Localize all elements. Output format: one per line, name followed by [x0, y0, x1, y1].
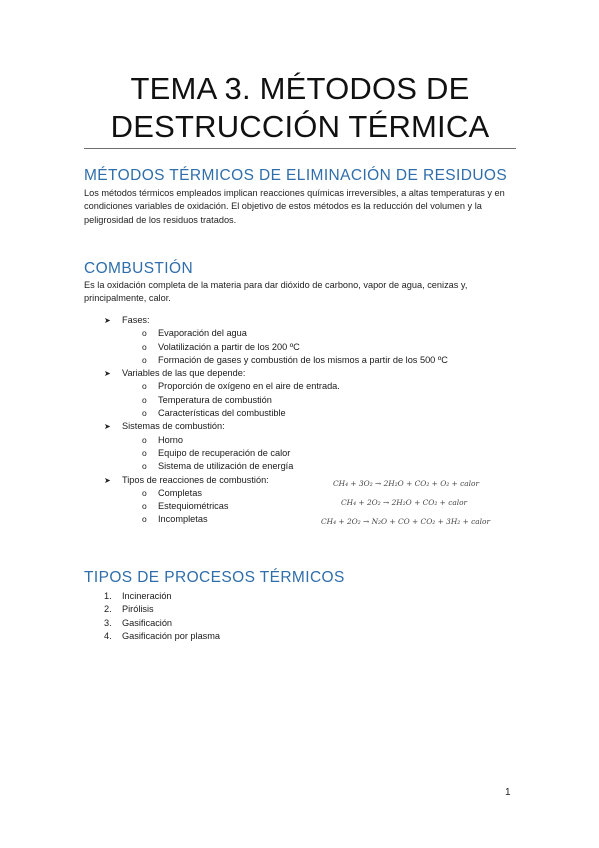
circle-bullet-icon: o: [142, 381, 147, 392]
list-item: [104, 590, 220, 603]
sub-list-item-label: Estequiométricas: [158, 501, 229, 512]
sub-list-item-label: Sistema de utilización de energía: [158, 461, 294, 472]
sub-list: [122, 380, 504, 420]
circle-bullet-icon: o: [142, 487, 147, 498]
sub-list-item-label: Proporción de oxígeno en el aire de entrada.: [158, 381, 340, 392]
circle-bullet-icon: o: [142, 434, 147, 445]
arrow-bullet-icon: ➤: [104, 475, 111, 485]
sub-list-item: [122, 407, 504, 420]
title-line-2: DESTRUCCIÓN TÉRMICA: [110, 109, 490, 144]
equation-stoichiometric: CH₄ + 2O₂ → 2H₂O + CO₂ + calor: [341, 498, 468, 507]
title-line-1: TEMA 3. MÉTODOS DE: [130, 71, 470, 106]
process-types-list: [104, 590, 220, 643]
list-item: [104, 617, 220, 630]
sub-list-item: [122, 354, 504, 367]
sub-list-item: [122, 460, 504, 473]
list-item-label: Variables de las que depende:: [122, 368, 246, 379]
document-title: [84, 70, 516, 146]
equation-complete: CH₄ + 3O₂ → 2H₂O + CO₂ + O₂ + calor: [333, 479, 480, 488]
arrow-bullet-icon: ➤: [104, 316, 111, 325]
sub-list-item: [122, 380, 504, 393]
sub-list-item-label: Volatilización a partir de los 200 ºC: [158, 341, 300, 352]
section-heading-metodos: MÉTODOS TÉRMICOS DE ELIMINACIÓN DE RESIDUOS: [84, 167, 508, 184]
list-item: [104, 630, 220, 643]
sub-list-item-label: Temperatura de combustión: [158, 394, 272, 405]
list-item: [104, 420, 504, 473]
list-number: 4.: [104, 630, 112, 641]
circle-bullet-icon: o: [142, 447, 147, 458]
list-item-label: Fases:: [122, 315, 150, 325]
list-item-label: Gasificación por plasma: [122, 630, 221, 641]
list-number: 3.: [104, 617, 112, 628]
list-item-label: Tipos de reacciones de combustión:: [122, 474, 269, 485]
list-item-label: Gasificación: [122, 617, 173, 628]
sub-list-item-label: Horno: [158, 434, 184, 445]
circle-bullet-icon: o: [142, 341, 147, 352]
sub-list-item: [122, 394, 504, 407]
sub-list-item: [122, 341, 504, 354]
sub-list: [122, 434, 504, 474]
sub-list-item-label: Equipo de recuperación de calor: [158, 447, 291, 458]
circle-bullet-icon: o: [142, 408, 147, 419]
equation-incomplete: CH₄ + 2O₂ → N₂O + CO + CO₂ + 3H₂ + calor: [321, 517, 491, 526]
title-divider: [84, 148, 516, 149]
circle-bullet-icon: o: [142, 461, 147, 472]
arrow-bullet-icon: ➤: [104, 369, 111, 379]
list-number: 1.: [104, 591, 112, 601]
page-number: 1: [505, 787, 511, 798]
list-item-label: Pirólisis: [122, 604, 154, 615]
section-text-metodos: Los métodos térmicos empleados implican reacciones químicas irreversibles, a altas temperaturas y en condiciones variables de oxidación. El objetivo de estos métodos es la reducción del volumen y la peligrosidad de los residuos tratados.: [84, 188, 505, 225]
circle-bullet-icon: o: [142, 328, 147, 339]
list-item: [104, 314, 504, 367]
sub-list-item-label: Incompletas: [158, 514, 208, 525]
sub-list-item: [122, 434, 504, 447]
list-item-label: Incineración: [122, 591, 172, 601]
list-item-label: Sistemas de combustión:: [122, 421, 225, 432]
circle-bullet-icon: o: [142, 514, 147, 525]
circle-bullet-icon: o: [142, 354, 147, 365]
combustion-list: [104, 314, 504, 527]
circle-bullet-icon: o: [142, 501, 147, 512]
arrow-bullet-icon: ➤: [104, 422, 111, 432]
sub-list-item-label: Evaporación del agua: [158, 328, 247, 339]
sub-list-item: [122, 447, 504, 460]
section-heading-tipos: TIPOS DE PROCESOS TÉRMICOS: [84, 569, 345, 586]
sub-list-item-label: Completas: [158, 487, 202, 498]
list-number: 2.: [104, 604, 112, 615]
sub-list-item-label: Características del combustible: [158, 408, 286, 419]
list-item: [104, 367, 504, 420]
sub-list: [122, 327, 504, 367]
sub-list-item: [122, 327, 504, 340]
section-text-combustion: Es la oxidación completa de la materia para dar dióxido de carbono, vapor de agua, cenizas y, principalmente, calor.: [84, 280, 468, 304]
sub-list-item-label: Formación de gases y combustión de los mismos a partir de los 500 ºC: [158, 354, 448, 365]
list-item: [104, 603, 220, 616]
circle-bullet-icon: o: [142, 394, 147, 405]
section-heading-combustion: COMBUSTIÓN: [84, 260, 194, 277]
